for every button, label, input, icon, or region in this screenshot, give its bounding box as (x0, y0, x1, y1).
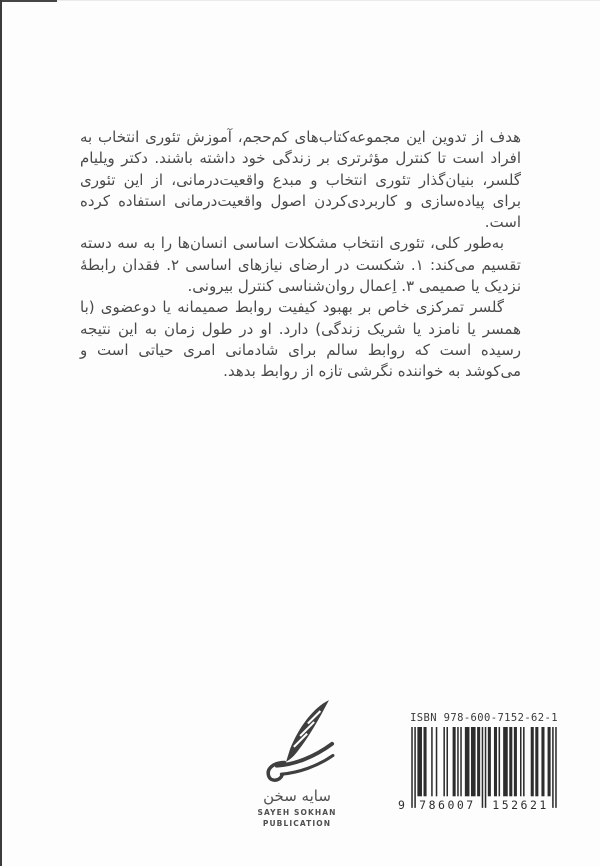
ean13-barcode (399, 727, 569, 811)
cover-top-hairline (0, 0, 600, 1)
isbn-label: ISBN 978-600-7152-62-1 (410, 712, 558, 724)
feather-quill-icon (258, 700, 336, 786)
barcode-digits (399, 798, 569, 812)
publisher-name-farsi: سایه سخن (263, 787, 331, 805)
publisher-name-en-line2: PUBLICATION (262, 818, 332, 828)
publisher-logo (235, 700, 359, 830)
cover-left-edge (0, 0, 2, 866)
barcode-digit-group1: 786007 (419, 798, 476, 812)
isbn-barcode-block (398, 712, 570, 811)
barcode-digit-lead: 9 (398, 798, 405, 812)
publisher-name-english (235, 808, 359, 830)
barcode-digit-group2: 152621 (492, 798, 549, 812)
blurb-paragraph-2: به‌طور کلی، تئوری انتخاب مشکلات اساسی انسان‌ها را به سه دسته تقسیم می‌کند: ۱. شکست در ارضای نیازهای اساسی ۲. فقدان رابطهٔ نزدیک یا صمیمی ۳. اِعمال روان‌شناسی کنترل بیرونی. (80, 234, 521, 296)
blurb-paragraph-1: هدف از تدوین این مجموعه‌کتاب‌های کم‌حجم، آموزش تئوری انتخاب به افراد است تا کنترل مؤثرتری بر زندگی خود داشته باشند. دکتر ویلیام گلسر، بنیان‌گذار تئوری انتخاب و مبدع واقعیت‌درمانی، از این تئوری برای پیاده‌سازی و کاربردی‌کردن اصول واقعیت‌درمانی استفاده کرده است. (80, 128, 521, 232)
publisher-name-en-line1: SAYEH SOKHAN (257, 808, 337, 817)
cover-top-edge (0, 0, 57, 2)
blurb-paragraph-3: گلسر تمرکزی خاص بر بهبود کیفیت روابط صمیمانه یا دوعضوی (با همسر یا نامزد یا شریک زندگی) دارد. او در طول زمان به این نتیجه رسیده است که روابط سالم برای شادمانی امری حیاتی است و می‌کوشد به خواننده نگرشی تازه از روابط بدهد. (80, 298, 521, 381)
back-cover-text (80, 127, 521, 383)
